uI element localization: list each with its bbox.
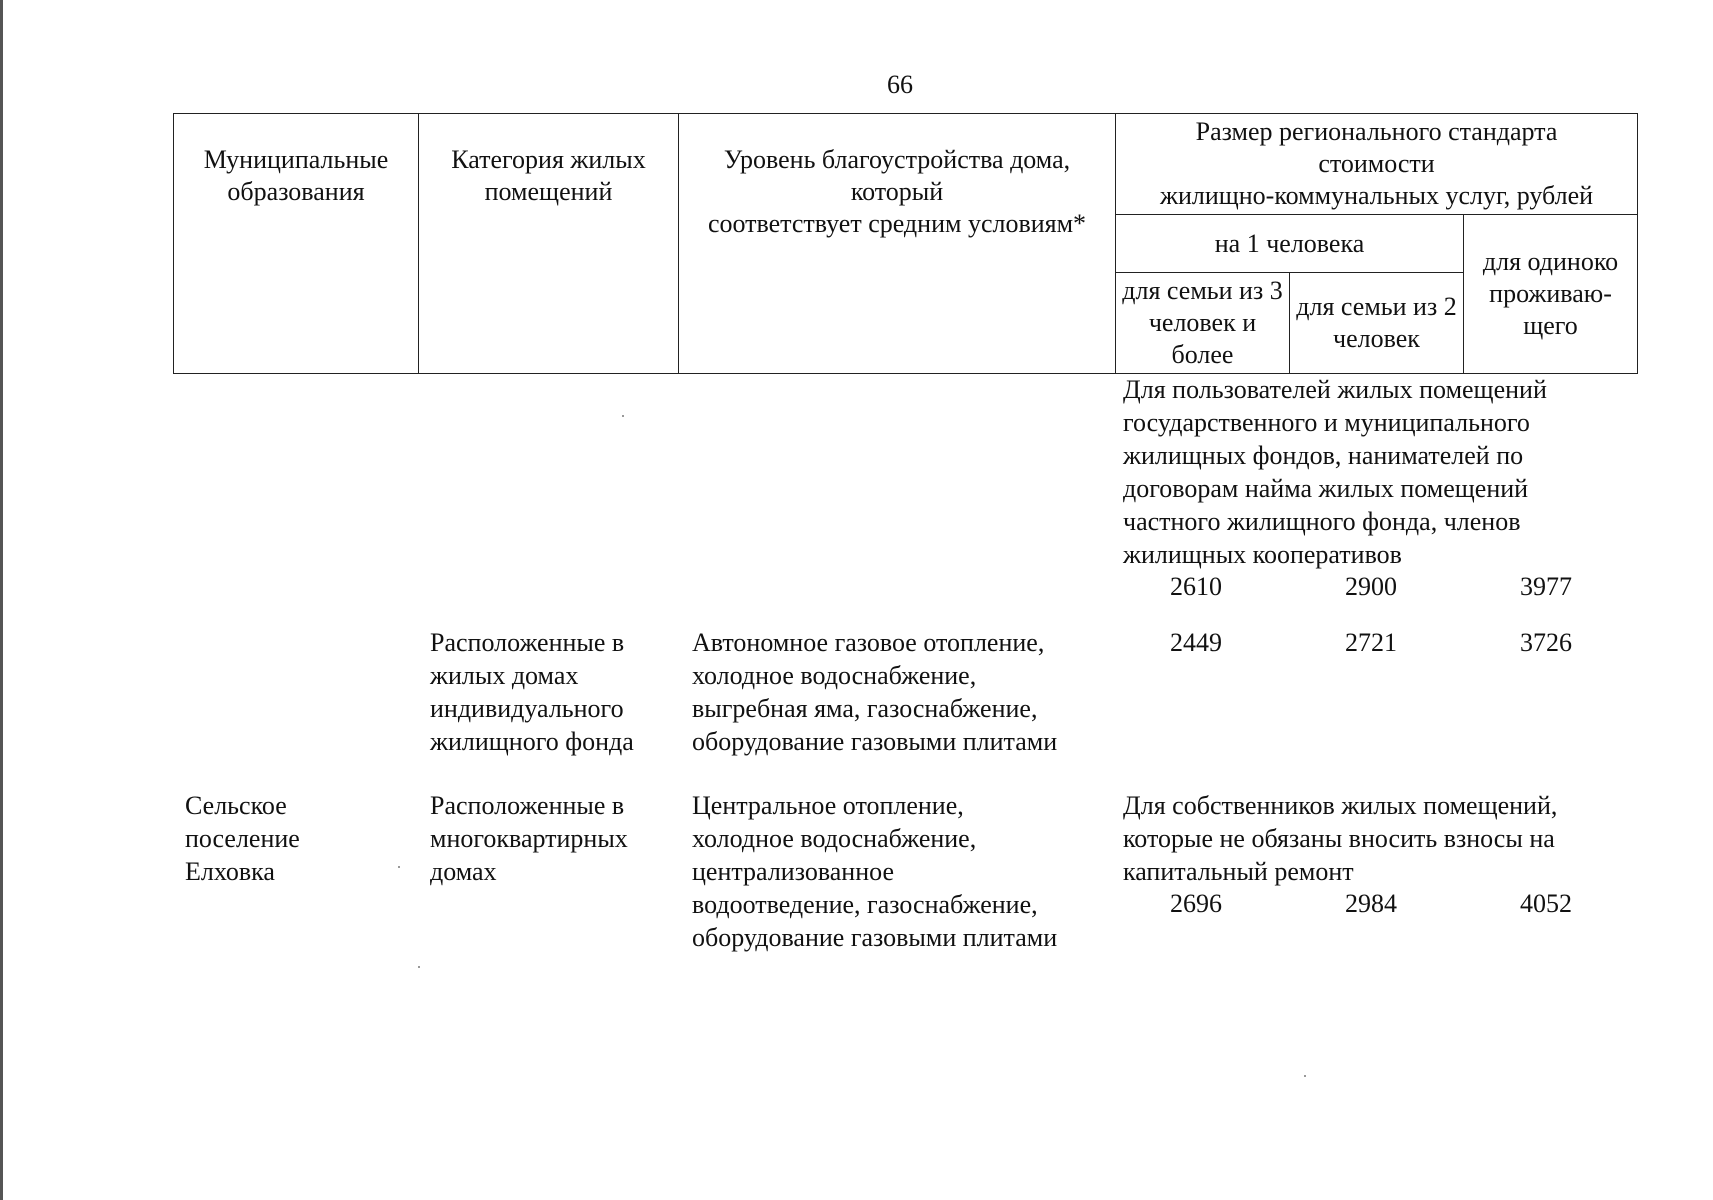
header-standard-line2: стоимости	[1318, 149, 1435, 178]
scan-speck	[622, 415, 624, 417]
note-line: договорам найма жилых помещений	[1123, 474, 1529, 503]
category-line: Расположенные в	[430, 791, 625, 820]
header-single	[1464, 215, 1638, 374]
header-single-line2: проживаю-	[1489, 279, 1612, 308]
category-line: индивидуального	[430, 694, 624, 723]
header-single-line1: для одиноко	[1482, 247, 1619, 276]
level-line: централизованное	[692, 857, 894, 886]
category-line: Расположенные в	[430, 628, 625, 657]
header-standard-line1: Размер регионального стандарта	[1195, 117, 1558, 146]
category-line: жилых домах	[430, 661, 579, 690]
row3-note	[1123, 789, 1557, 888]
category-line: многоквартирных	[430, 824, 628, 853]
level-line: оборудование газовыми плитами	[692, 727, 1058, 756]
header-per-person: на 1 человека	[1116, 215, 1464, 273]
level-line: холодное водоснабжение,	[692, 661, 977, 690]
row3-level	[692, 789, 1057, 954]
note-line: жилищных фондов, нанимателей по	[1123, 441, 1524, 470]
level-line: выгребная яма, газоснабжение,	[692, 694, 1038, 723]
value-family3: 2449	[1170, 628, 1222, 657]
value-family3: 2696	[1170, 889, 1222, 918]
header-standard-line3: жилищно-коммунальных услуг, рублей	[1159, 181, 1594, 210]
header-level	[679, 114, 1116, 374]
scan-speck	[1304, 1075, 1306, 1077]
category-line: жилищного фонда	[430, 727, 634, 756]
scan-speck	[398, 866, 400, 868]
note-line: которые не обязаны вносить взносы на	[1123, 824, 1555, 853]
value-single: 3977	[1520, 572, 1572, 601]
note-line: жилищных кооперативов	[1123, 540, 1402, 569]
note-line: Для пользователей жилых помещений	[1123, 375, 1547, 404]
note-line: государственного и муниципального	[1123, 408, 1530, 437]
header-level-line2: который	[850, 177, 944, 206]
header-level-line1: Уровень благоустройства дома,	[723, 145, 1071, 174]
header-family-2: для семьи из 2 человек	[1290, 273, 1464, 374]
municipality-line: Елховка	[185, 857, 275, 886]
note-line: частного жилищного фонда, членов	[1123, 507, 1521, 536]
scan-speck	[418, 966, 420, 968]
header-municipality: Муниципальные образования	[174, 114, 419, 374]
municipality-line: поселение	[185, 824, 300, 853]
level-line: Автономное газовое отопление,	[692, 628, 1045, 657]
note-line: капитальный ремонт	[1123, 857, 1354, 886]
header-family-3: для семьи из 3 человек и более	[1116, 273, 1290, 374]
value-family3: 2610	[1170, 572, 1222, 601]
row2-category	[430, 626, 634, 758]
header-level-line3: соответствует средним условиям*	[707, 209, 1087, 238]
header-category: Категория жилых помещений	[419, 114, 679, 374]
level-line: водоотведение, газоснабжение,	[692, 890, 1038, 919]
header-single-line3: щего	[1523, 311, 1578, 340]
value-single: 3726	[1520, 628, 1572, 657]
value-family2: 2984	[1345, 889, 1397, 918]
value-single: 4052	[1520, 889, 1572, 918]
row3-municipality	[185, 789, 300, 888]
note-line: Для собственников жилых помещений,	[1123, 791, 1558, 820]
row3-category	[430, 789, 628, 888]
page-number: 66	[887, 70, 913, 99]
row2-level	[692, 626, 1057, 758]
table-header	[173, 113, 1638, 374]
value-family2: 2900	[1345, 572, 1397, 601]
level-line: холодное водоснабжение,	[692, 824, 977, 853]
municipality-line: Сельское	[185, 791, 287, 820]
category-line: домах	[430, 857, 497, 886]
level-line: Центральное отопление,	[692, 791, 964, 820]
header-standard-size	[1116, 114, 1638, 215]
value-family2: 2721	[1345, 628, 1397, 657]
level-line: оборудование газовыми плитами	[692, 923, 1058, 952]
scan-edge	[0, 0, 3, 1200]
section1-note	[1123, 373, 1547, 571]
